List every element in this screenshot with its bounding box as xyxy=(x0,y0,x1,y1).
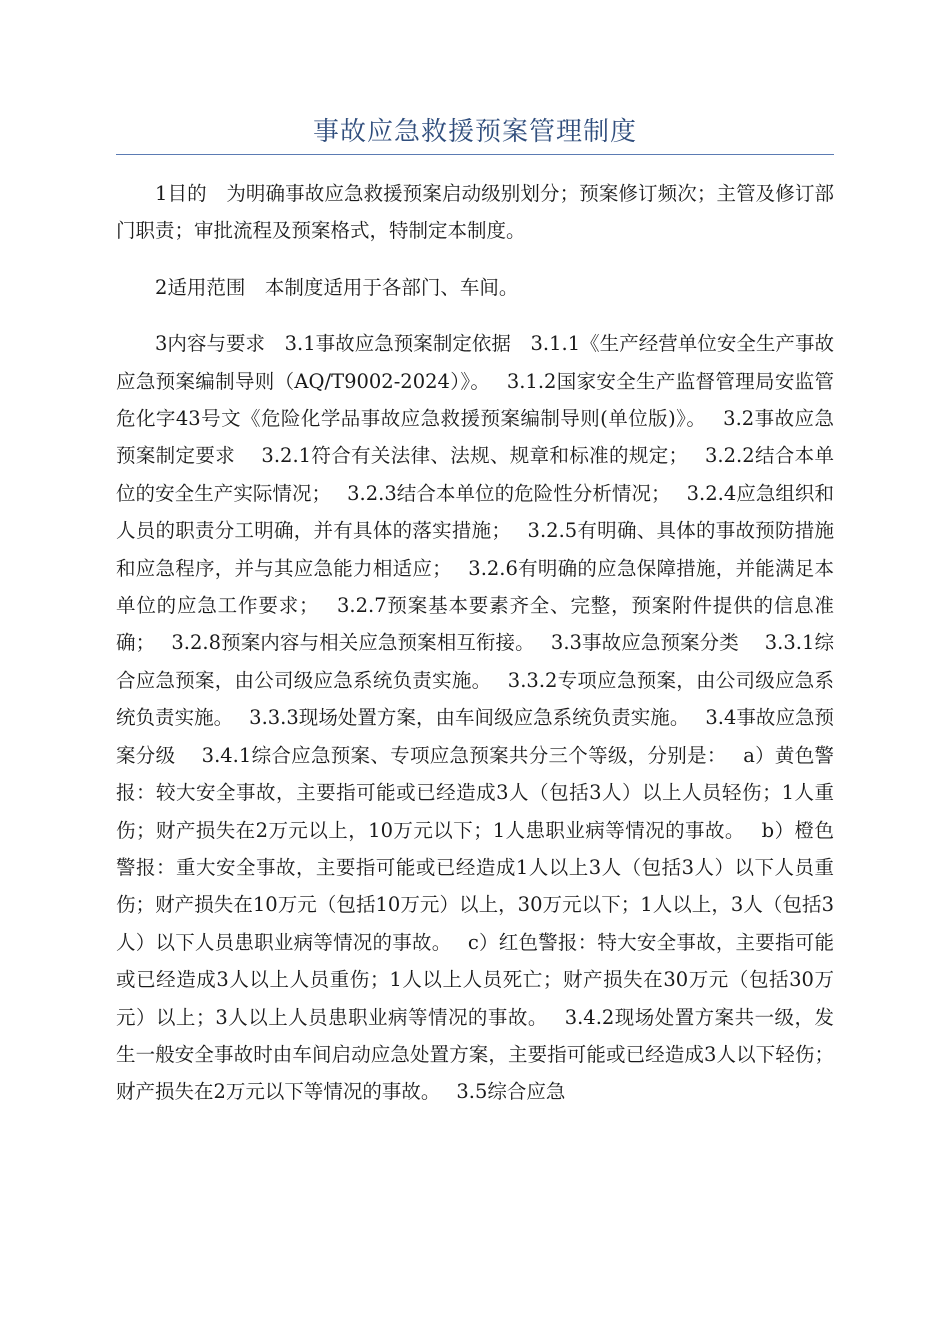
document-page xyxy=(116,112,834,1130)
document-title: 事故应急救援预案管理制度 xyxy=(312,117,637,147)
title-underline xyxy=(116,154,834,155)
paragraph-content-requirements: 3内容与要求 3.1事故应急预案制定依据 3.1.1《生产经营单位安全生产事故应急预案编制导则（AQ/T9002-2024）》。 3.1.2国家安全生产监督管理局安监管危化字43号文《危险化学品事故应急救援预案编制导则(单位版)》。 3.2事故应急预案制定要求 3.2.1符合有关法律、法规、规章和标准的规定； 3.2.2结合本单位的安全生产实际情况； 3.2.3结合本单位的危险性分析情况； 3.2.4应急组织和人员的职责分工明确，并有具体的落实措施； 3.2.5有明确、具体的事故预防措施和应急程序，并与其应急能力相适应； 3.2.6有明确的应急保障措施，并能满足本单位的应急工作要求； 3.2.7预案基本要素齐全、完整，预案附件提供的信息准确； 3.2.8预案内容与相关应急预案相互衔接。 3.3事故应急预案分类 3.3.1综合应急预案，由公司级应急系统负责实施。 3.3.2专项应急预案，由公司级应急系统负责实施。 3.3.3现场处置方案，由车间级应急系统负责实施。 3.4事故应急预案分级 3.4.1综合应急预案、专项应急预案共分三个等级，分别是： a）黄色警报：较大安全事故，主要指可能或已经造成3人（包括3人）以上人员轻伤；1人重伤；财产损失在2万元以上，10万元以下；1人患职业病等情况的事故。 b）橙色警报：重大安全事故，主要指可能或已经造成1人以上3人（包括3人）以下人员重伤；财产损失在10万元（包括10万元）以上，30万元以下；1人以上，3人（包括3人）以下人员患职业病等情况的事故。 c）红色警报：特大安全事故，主要指可能或已经造成3人以上人员重伤；1人以上人员死亡；财产损失在30万元（包括30万元）以上；3人以上人员患职业病等情况的事故。 3.4.2现场处置方案共一级，发生一般安全事故时由车间启动应急处置方案，主要指可能或已经造成3人以下轻伤；财产损失在2万元以下等情况的事故。 3.5综合应急 xyxy=(116,332,834,1104)
paragraph-purpose: 1目的 为明确事故应急救援预案启动级别划分；预案修订频次；主管及修订部门职责；审批流程及预案格式，特制定本制度。 xyxy=(116,182,834,243)
paragraph-scope: 2适用范围 本制度适用于各部门、车间。 xyxy=(155,275,519,299)
